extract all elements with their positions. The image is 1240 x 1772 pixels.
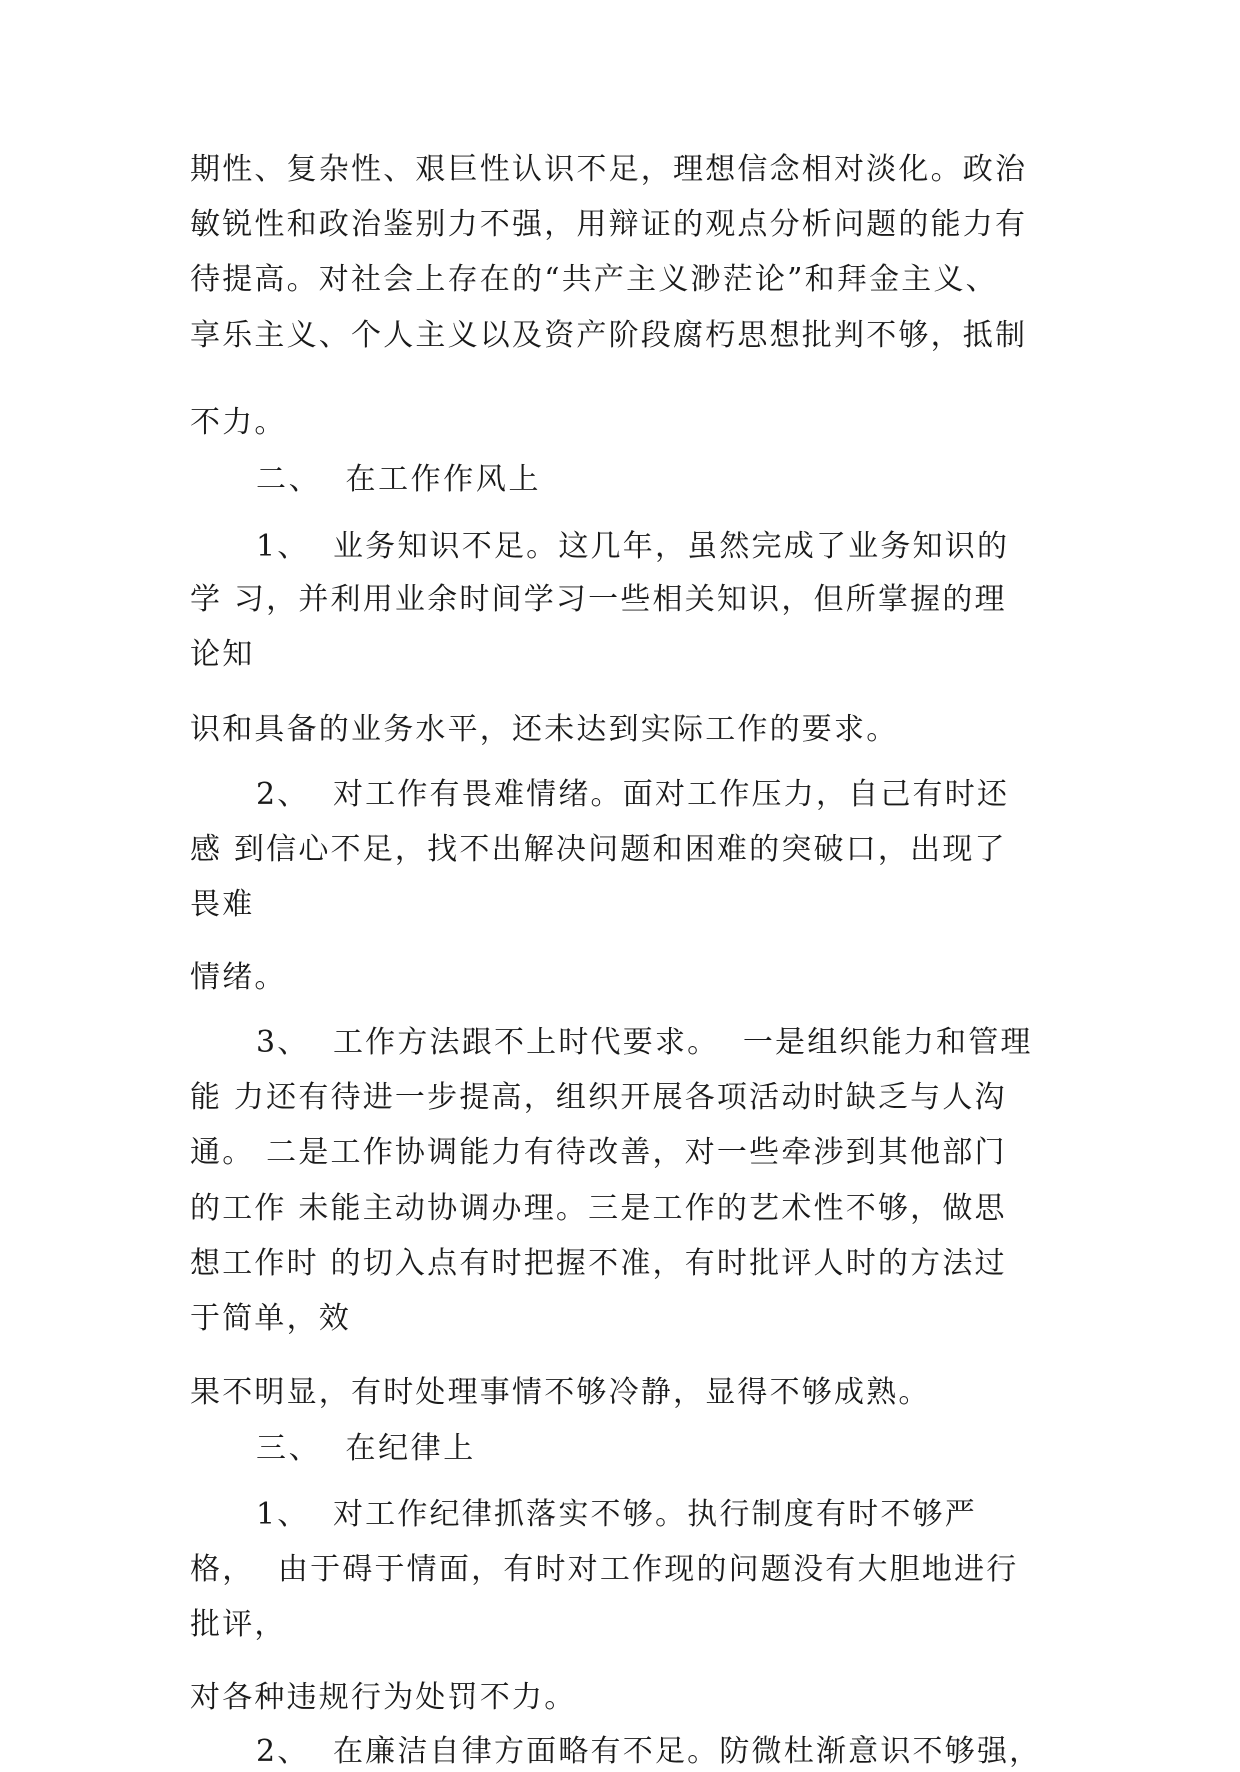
paragraph-line: 享乐主义、个人主义以及资产阶段腐朽思想批判不够，抵制 <box>190 318 1028 353</box>
list-item-line: 对各种违规行为处罚不力。 <box>190 1680 577 1715</box>
paragraph-line: 待提高。对社会上存在的“共产主义渺茫论”和拜金主义、 <box>190 262 998 297</box>
list-item-line: 识和具备的业务水平，还未达到实际工作的要求。 <box>190 712 899 747</box>
list-item-line: 能 力还有待进一步提高，组织开展各项活动时缺乏与人沟 <box>190 1080 1007 1115</box>
list-item-line: 论知 <box>190 637 255 672</box>
paragraph-line: 期性、复杂性、艰巨性认识不足，理想信念相对淡化。政治 <box>190 152 1028 187</box>
list-item-line: 想工作时 的切入点有时把握不准，有时批评人时的方法过 <box>190 1246 1007 1281</box>
list-item-line: 于简单，效 <box>190 1301 351 1336</box>
list-item-line: 感 到信心不足，找不出解决问题和困难的突破口，出现了 <box>190 832 1007 867</box>
paragraph-line: 敏锐性和政治鉴别力不强，用辩证的观点分析问题的能力有 <box>190 207 1028 242</box>
paragraph-line: 不力。 <box>190 405 287 440</box>
list-item-line: 通。 二是工作协调能力有待改善，对一些牵涉到其他部门 <box>190 1135 1007 1170</box>
list-item-line: 2、 对工作有畏难情绪。面对工作压力，自己有时还 <box>256 777 1010 812</box>
list-item-line: 2、 在廉洁自律方面略有不足。防微杜渐意识不够强， <box>256 1734 1042 1769</box>
list-item-line: 学 习，并利用业余时间学习一些相关知识，但所掌握的理 <box>190 582 1007 617</box>
list-item-line: 情绪。 <box>190 960 287 995</box>
list-item-line: 果不明显，有时处理事情不够冷静，显得不够成熟。 <box>190 1375 931 1410</box>
list-item-line: 的工作 未能主动协调办理。三是工作的艺术性不够，做思 <box>190 1191 1007 1226</box>
list-item-line: 批评， <box>190 1607 287 1642</box>
list-item-line: 格， 由于碍于情面，有时对工作现的问题没有大胆地进行 <box>190 1552 1019 1587</box>
list-item-line: 1、 对工作纪律抓落实不够。执行制度有时不够严 <box>256 1497 977 1532</box>
section-heading-discipline: 三、 在纪律上 <box>256 1431 476 1466</box>
section-heading-work-style: 二、 在工作作风上 <box>256 462 542 497</box>
list-item-line: 畏难 <box>190 887 255 922</box>
list-item-line: 3、 工作方法跟不上时代要求。 一是组织能力和管理 <box>256 1025 1033 1060</box>
list-item-line: 1、 业务知识不足。这几年，虽然完成了业务知识的 <box>256 529 1010 564</box>
